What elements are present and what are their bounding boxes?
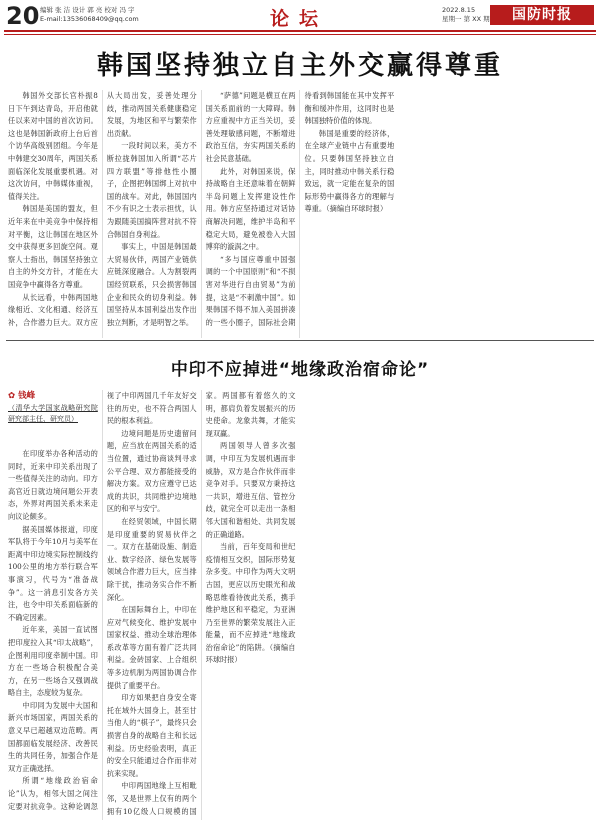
paragraph: 一段时间以来，美方不断拉拢韩国加入所谓“芯片四方联盟”等排他性小圈子，企图把韩国绑上对抗中国的战车。对此，韩国国内不少有识之士表示担忧，认为跟随美国搞阵营对抗不符合韩国自身利益。 bbox=[106, 141, 197, 239]
article-divider bbox=[6, 340, 594, 341]
paragraph: 所谓“地缘政治宿命论”认为，相邻大国之间注定要对抗竞争。这种论调忽视了中印两国几千年友好交往的历史，也不符合两国人民的根本利益。 bbox=[8, 391, 197, 811]
byline bbox=[8, 390, 98, 448]
paragraph: 近年来，美国一直试图把印度拉入其“印太战略”，企图利用印度牵制中国。印方在一些场合积极配合美方，在另一些场合又强调战略自主，态度较为复杂。 bbox=[8, 625, 98, 698]
author-text: 钱峰 bbox=[18, 391, 36, 401]
paragraph: 韩国是重要的经济体，在全球产业链中占有重要地位。只要韩国坚持独立自主，同时推动中韩关系行稳致远，就一定能在复杂的国际形势中赢得各方的理解与尊重。（摘编自环球时报） bbox=[304, 128, 395, 214]
article2-headline: 中印不应掉进“地缘政治宿命论” bbox=[170, 360, 430, 380]
credits-email: E-mail:13536068409@qq.com bbox=[40, 15, 139, 23]
credits-line: 编辑 张 洁 设计 郭 亮 校对 冯 宇 bbox=[40, 6, 135, 14]
paragraph: 边境问题是历史遗留问题，应当放在两国关系的适当位置，通过协商谈判寻求公平合理、双方都能接受的解决方案。双方应遵守已达成的共识，共同维护边境地区的和平与安宁。 bbox=[106, 428, 197, 514]
author-name: ✿ 钱峰 bbox=[8, 391, 36, 401]
paragraph: 印方如果把自身安全寄托在域外大国身上，甚至甘当他人的“棋子”，最终只会损害自身的战略自主和长远利益。历史经验表明，真正的安全只能通过合作而非对抗来实现。 bbox=[106, 693, 197, 778]
article1-body bbox=[8, 90, 592, 338]
weekday-text: 星期一 第 XX 期 bbox=[442, 15, 490, 23]
paragraph: “多与国应尊重中国强调的一个中国原则”和“不损害对华进行自由贸易”为前提，这是“不刺激中国”。如果韩国不得不加入美国拼凑的一些小圈子，国际社会期待看到韩国能在其中发挥平衡和缓冲作用，这同时也是韩国独特价值的体现。 bbox=[205, 91, 395, 327]
section-title: 论坛 bbox=[270, 8, 329, 30]
issue-date bbox=[442, 6, 490, 24]
date-text: 2022.8.15 bbox=[442, 6, 476, 14]
paragraph: 韩国是美国的盟友，但近年来在中美竞争中保持相对平衡，这让韩国在地区外交中获得更多回旋空间。观察人士指出，韩国坚持独立自主的外交方针，才能在大国竞争中赢得各方尊重。 bbox=[8, 204, 98, 289]
paragraph: 在经贸领域，中国长期是印度重要的贸易伙伴之一。双方在基础设施、制造业、数字经济、绿色发展等领域合作潜力巨大，应当排除干扰，推动务实合作不断深化。 bbox=[106, 516, 197, 602]
editor-credits bbox=[40, 6, 139, 24]
paragraph: 中印同为发展中大国和新兴市场国家，两国关系的意义早已超越双边范畴。两国都面临发展经济、改善民生的共同任务，加强合作是双方正确选择。 bbox=[8, 700, 98, 773]
masthead bbox=[0, 0, 600, 32]
article2-body bbox=[8, 390, 592, 820]
paragraph: 在国际舞台上，中印在应对气候变化、维护发展中国家权益、推动全球治理体系改革等方面有着广泛共同利益。金砖国家、上合组织等多边机制为两国协调合作提供了重要平台。 bbox=[106, 605, 197, 690]
paragraph: 事实上，中国是韩国最大贸易伙伴，两国产业链供应链深度融合。人为割裂两国经贸联系，只会损害韩国企业和民众的切身利益。韩国坚持从本国利益出发作出独立判断，才是明智之举。 bbox=[106, 242, 197, 327]
paragraph: 中印两国地缘上互相毗邻，又是世界上仅有的两个拥有10亿级人口规模的国家。两国都有着悠久的文明，都肩负着发展振兴的历史使命。龙象共舞，才能实现双赢。 bbox=[106, 391, 296, 816]
header-rule-thin bbox=[4, 34, 596, 35]
paragraph: 两国领导人曾多次强调，中印互为发展机遇而非威胁，双方是合作伙伴而非竞争对手。只要双方秉持这一共识，增进互信、管控分歧，就完全可以走出一条相邻大国和谐相处、共同发展的正确道路。 bbox=[205, 441, 296, 539]
author-affiliation: （清华大学国家战略研究院研究部主任、研究员） bbox=[8, 403, 98, 423]
page-number: 20 bbox=[6, 2, 40, 30]
article1-headline: 韩国坚持独立自主外交赢得尊重 bbox=[96, 51, 503, 81]
paragraph: “萨德”问题是横亘在两国关系面前的一大障碍。韩方应重视中方正当关切，妥善处理敏感问题，不断增进政治互信，夯实两国关系的社会民意基础。 bbox=[205, 91, 296, 163]
newspaper-logo: 国防时报 bbox=[490, 5, 594, 25]
paragraph: 从长远看，中韩两国地缘相近、文化相通、经济互补，合作潜力巨大。双方应从大局出发，妥善处理分歧，推动两国关系健康稳定发展，为地区和平与繁荣作出贡献。 bbox=[8, 91, 197, 327]
paragraph: 此外，对韩国来说，保持战略自主还意味着在朝鲜半岛问题上发挥建设性作用。韩方应坚持通过对话协商解决问题，维护半岛和平稳定大局，避免被卷入大国博弈的漩涡之中。 bbox=[205, 166, 296, 252]
header-rule bbox=[4, 30, 596, 32]
paragraph: 据美国媒体报道，印度军队将于今年10月与美军在距离中印边境实际控制线约100公里的地方举行联合军事演习，代号为“准备战争”。这一消息引发各方关注，也令中印关系面临新的不确定因素。 bbox=[8, 524, 98, 622]
paragraph: 当前，百年变局和世纪疫情相互交织，国际形势复杂多变。中印作为两大文明古国，更应以历史眼光和战略思维看待彼此关系，携手维护地区和平稳定，为亚洲乃至世界的繁荣发展注入正能量，而不应掉进“地缘政治宿命论”的陷阱。（摘编自环球时报） bbox=[205, 542, 296, 665]
paragraph: 在印度举办各种活动的同时，近来中印关系出现了一些值得关注的动向。印方高官近日就边境问题公开表态，外界对两国关系未来走向议论颇多。 bbox=[8, 449, 98, 521]
paragraph: 韩国外交部长官朴振8日下午到达青岛，开启他就任以来对中国的首次访问。这也是韩国新政府上台后首个访华高级别团组。今年是中韩建交30周年，两国关系面临深化发展重要机遇。对这次访问，中韩媒体重视，值得关注。 bbox=[8, 91, 98, 201]
